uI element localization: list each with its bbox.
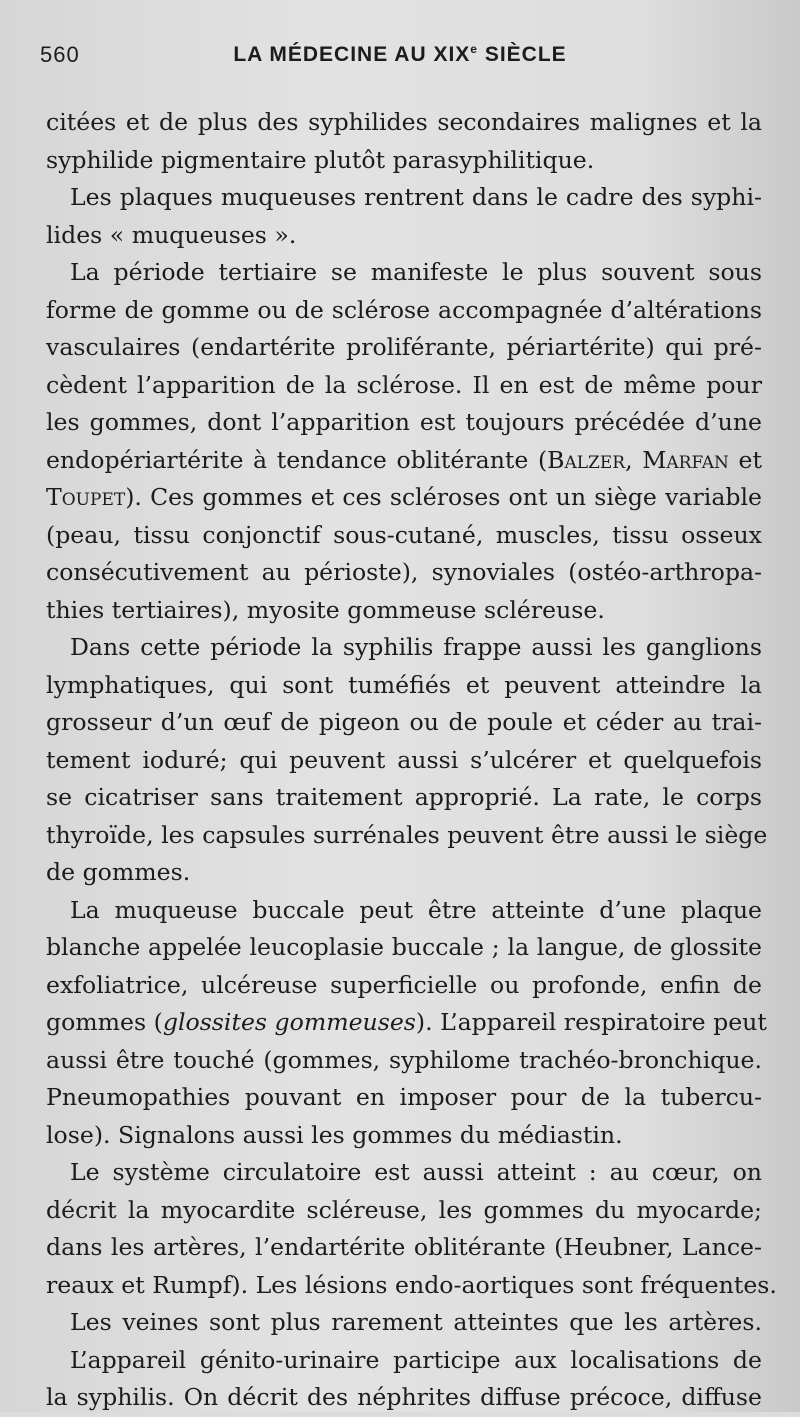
text-run: exfoliatrice, ulcéreuse superficielle ou profonde, enfin de — [46, 970, 762, 999]
text-line — [46, 1117, 762, 1155]
text-line — [46, 629, 762, 667]
text-run: décrit la myocardite scléreuse, les gommes du myocarde; — [46, 1195, 762, 1224]
page-number: 560 — [40, 42, 80, 67]
text-line — [46, 1079, 762, 1117]
text-line — [46, 329, 762, 367]
text-run: cèdent l’apparition de la sclérose. Il en est de même pour — [46, 370, 762, 399]
text-run: thies tertiaires), myosite gommeuse scléreuse. — [46, 595, 605, 624]
text-line — [46, 1004, 767, 1042]
running-title-superscript: e — [470, 42, 478, 56]
text-run: blanche appelée leucoplasie buccale ; la langue, de glossite — [46, 933, 762, 961]
author-name: Toupet — [46, 483, 126, 511]
text-line — [46, 292, 762, 330]
text-line — [46, 517, 762, 555]
text-run: reaux et Rumpf). Les lésions endo-aortiques sont fréquentes. — [46, 1270, 777, 1299]
text-line — [46, 1267, 777, 1305]
text-run: Les plaques muqueuses rentrent dans le cadre des syphi- — [70, 183, 762, 211]
text-line — [46, 1229, 762, 1267]
text-run: lides « muqueuses ». — [46, 220, 297, 249]
text-run: vasculaires (endartérite proliférante, périartérite) qui pré- — [46, 333, 762, 361]
text-run: ). L’appareil respiratoire peut — [415, 1008, 767, 1036]
text-run: Les veines sont plus rarement atteintes que les artères. — [70, 1308, 762, 1336]
text-line — [46, 554, 762, 592]
text-line — [46, 1042, 762, 1080]
text-run: L’appareil génito-urinaire participe aux localisations de — [70, 1345, 762, 1374]
text-run: lymphatiques, qui sont tuméfiés et peuvent atteindre la — [46, 670, 762, 699]
text-line — [46, 179, 762, 217]
text-run: Dans cette période la syphilis frappe aussi les ganglions — [70, 633, 762, 661]
text-run: tement ioduré; qui peuvent aussi s’ulcérer et quelquefois — [46, 745, 762, 774]
text-run: , — [625, 445, 643, 474]
text-line — [46, 404, 762, 442]
text-line — [46, 104, 762, 142]
text-run: forme de gomme ou de sclérose accompagnée d’altérations — [46, 295, 762, 324]
text-run: aussi être touché (gommes, syphilome trachéo-bronchique. — [46, 1045, 762, 1074]
text-line — [46, 779, 762, 817]
text-line — [46, 367, 762, 405]
text-line — [46, 1379, 762, 1417]
text-line — [46, 479, 762, 517]
text-line — [46, 742, 762, 780]
text-run: syphilide pigmentaire plutôt parasyphilitique. — [46, 145, 595, 174]
text-run: ). Ces gommes et ces scléroses ont un siège variable — [125, 483, 762, 511]
text-line — [46, 704, 762, 742]
text-run: les gommes, dont l’apparition est toujours précédée d’une — [46, 408, 762, 436]
text-run: (peau, tissu conjonctif sous-cutané, muscles, tissu osseux — [46, 520, 762, 549]
running-title-main: LA MÉDECINE AU XIX — [233, 43, 471, 66]
text-run: La période tertiaire se manifeste le plus souvent sous — [70, 258, 762, 286]
text-run: consécutivement au périoste), synoviales (ostéo-arthropa- — [46, 558, 762, 586]
text-line — [46, 929, 762, 967]
text-run: de gommes. — [46, 858, 191, 886]
running-title — [40, 42, 760, 67]
text-run: thyroïde, les capsules surrénales peuvent être aussi le siège — [46, 820, 768, 849]
text-run: grosseur d’un œuf de pigeon ou de poule et céder au trai- — [46, 708, 762, 736]
text-line — [46, 892, 762, 930]
page-header — [40, 42, 760, 78]
text-run: et — [728, 445, 762, 474]
text-run: se cicatriser sans traitement approprié. La rate, le corps — [46, 783, 762, 811]
text-line — [46, 1342, 762, 1380]
text-run: Pneumopathies pouvant en imposer pour de la tubercu- — [46, 1083, 762, 1111]
italic-term: glossites gommeuses — [162, 1008, 416, 1036]
text-line — [46, 142, 762, 180]
author-name: Balzer — [547, 445, 626, 474]
text-line — [46, 1304, 762, 1342]
text-line — [46, 854, 762, 892]
text-line — [46, 254, 762, 292]
text-run: La muqueuse buccale peut être atteinte d’une plaque — [70, 895, 762, 924]
text-run: la syphilis. On décrit des néphrites diffuse précoce, diffuse — [46, 1383, 762, 1411]
text-run: Le système circulatoire est aussi atteint : au cœur, on — [70, 1158, 762, 1186]
text-run: endopériartérite à tendance oblitérante ( — [46, 445, 548, 474]
text-run: lose). Signalons aussi les gommes du médiastin. — [46, 1120, 623, 1149]
text-line — [46, 592, 762, 630]
author-name: Marfan — [642, 445, 729, 474]
text-run: dans les artères, l’endartérite oblitérante (Heubner, Lance- — [46, 1233, 762, 1261]
text-line — [46, 1192, 762, 1230]
body-text — [46, 104, 777, 1417]
text-line — [46, 667, 762, 705]
text-line — [46, 1154, 762, 1192]
text-line — [46, 817, 768, 855]
text-line — [46, 217, 762, 255]
text-run: gommes ( — [46, 1008, 163, 1036]
running-title-end: SIÈCLE — [477, 43, 567, 66]
text-run: citées et de plus des syphilides secondaires malignes et la — [46, 108, 762, 136]
text-line — [46, 442, 762, 480]
text-line — [46, 967, 762, 1005]
